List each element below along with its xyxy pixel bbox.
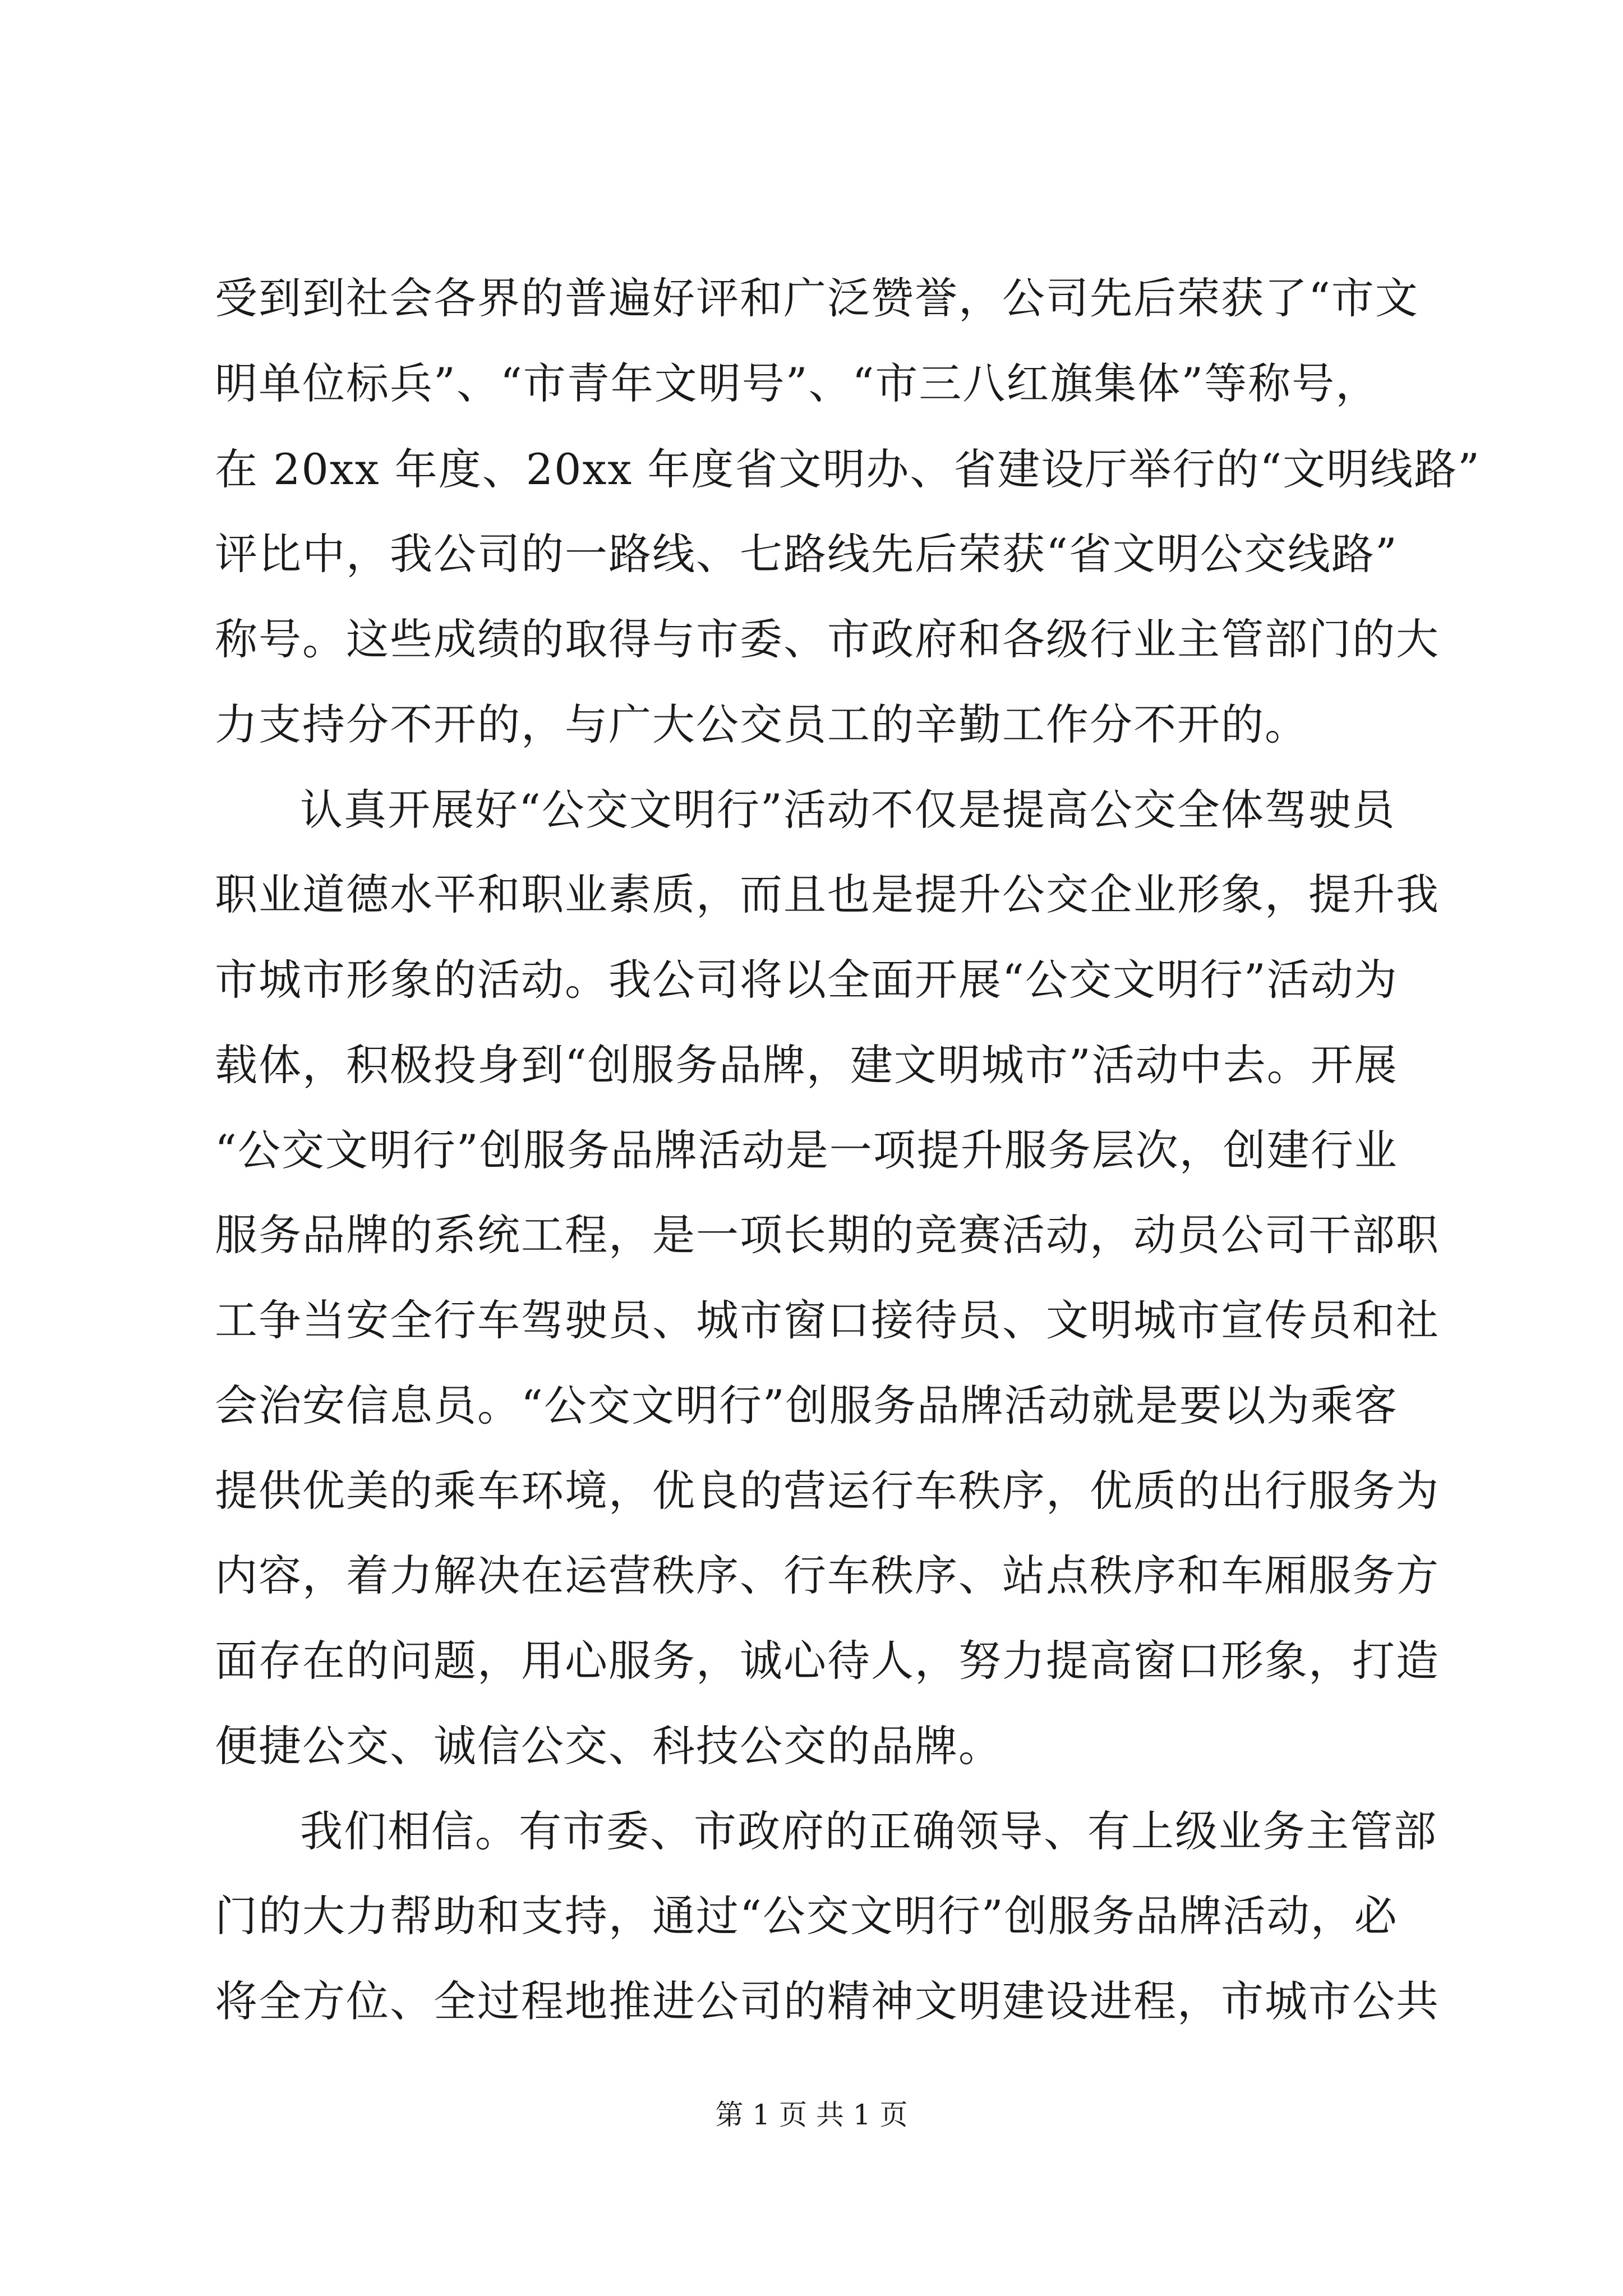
paragraph-start-line: 我们相信。有市委、市政府的正确领导、有上级业务主管部: [300, 1806, 1437, 1856]
paragraph-start-line: 认真开展好“公交文明行”活动不仅是提高公交全体驾驶员: [300, 785, 1396, 835]
text-line: 内容，着力解决在运营秩序、行车秩序、站点秩序和车厢服务方: [215, 1550, 1440, 1600]
text-line: 会治安信息员。“公交文明行”创服务品牌活动就是要以为乘客: [215, 1381, 1398, 1430]
text-line: 在 20xx 年度、20xx 年度省文明办、省建设厅举行的“文明线路”: [215, 444, 1481, 494]
text-line: 力支持分不开的，与广大公交员工的辛勤工作分不开的。: [215, 700, 1308, 749]
text-line: 受到到社会各界的普遍好评和广泛赞誉，公司先后荣获了“市文: [215, 273, 1419, 323]
text-line: 载体，积极投身到“创服务品牌，建文明城市”活动中去。开展: [215, 1040, 1398, 1090]
text-line: 将全方位、全过程地推进公司的精神文明建设进程，市城市公共: [215, 1976, 1440, 2026]
text-line: 门的大力帮助和支持，通过“公交文明行”创服务品牌活动，必: [215, 1891, 1398, 1941]
text-line: 职业道德水平和职业素质，而且也是提升公交企业形象，提升我: [215, 869, 1440, 919]
text-line: 市城市形象的活动。我公司将以全面开展“公交文明行”活动为: [215, 955, 1398, 1005]
text-line: 服务品牌的系统工程，是一项长期的竞赛活动，动员公司干部职: [215, 1210, 1440, 1260]
text-line: 工争当安全行车驾驶员、城市窗口接待员、文明城市宣传员和社: [215, 1295, 1440, 1345]
text-line: 评比中，我公司的一路线、七路线先后荣获“省文明公交线路”: [215, 529, 1398, 579]
text-line: 提供优美的乘车环境，优良的营运行车秩序，优质的出行服务为: [215, 1466, 1440, 1516]
text-line: 便捷公交、诚信公交、科技公交的品牌。: [215, 1721, 1002, 1771]
text-line: “公交文明行”创服务品牌活动是一项提升服务层次，创建行业: [215, 1125, 1398, 1175]
page-footer: 第 1 页 共 1 页: [715, 2099, 908, 2131]
text-line: 面存在的问题，用心服务，诚心待人，努力提高窗口形象，打造: [215, 1636, 1440, 1686]
text-line: 明单位标兵”、“市青年文明号”、“市三八红旗集体”等称号，: [215, 358, 1380, 408]
text-line: 称号。这些成绩的取得与市委、市政府和各级行业主管部门的大: [215, 614, 1440, 664]
